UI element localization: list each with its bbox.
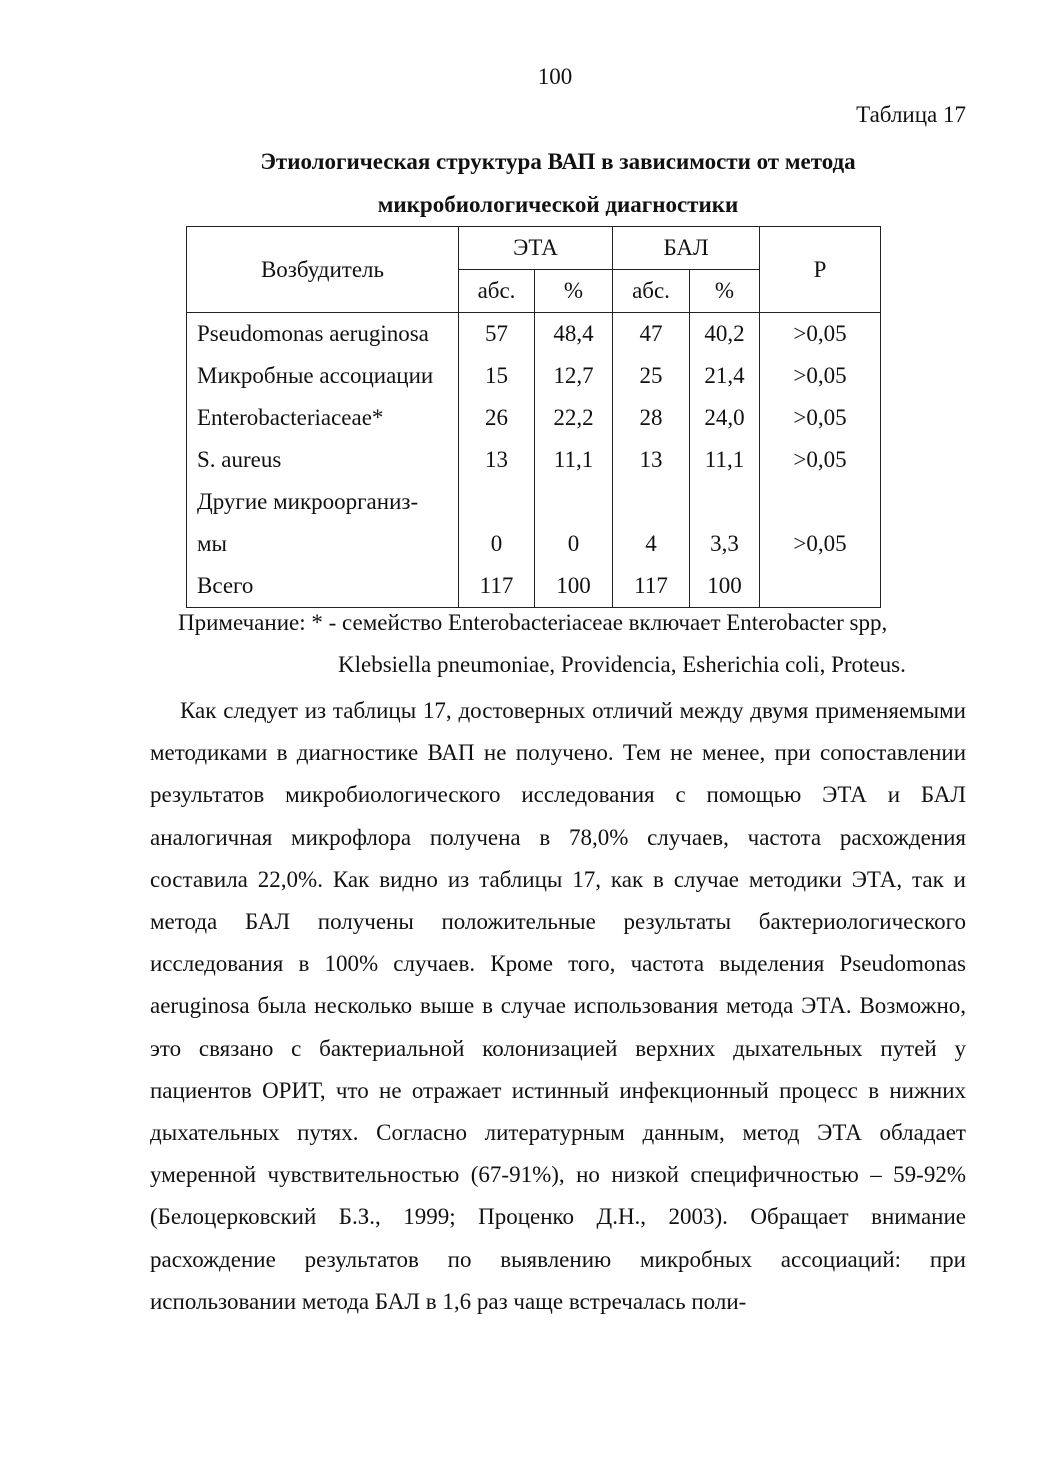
table-row [187, 481, 881, 523]
empty-cell [690, 481, 760, 523]
row-name: Микробные ассоциации [187, 355, 459, 397]
header-eta-pct: % [535, 270, 613, 313]
table-row [187, 355, 881, 397]
empty-cell [613, 481, 690, 523]
cell-bal-pct: 3,3 [690, 523, 760, 565]
table-row [187, 439, 881, 481]
cell-bal-pct: 40,2 [690, 313, 760, 356]
empty-cell [760, 481, 881, 523]
cell-bal-pct: 100 [690, 565, 760, 608]
cell-eta-abs: 0 [459, 523, 535, 565]
table-note-line2: Klebsiella pneumoniae, Providencia, Esherichia coli, Proteus. [338, 652, 906, 677]
header-bal-abs: абс. [613, 270, 690, 313]
cell-p: >0,05 [760, 439, 881, 481]
cell-bal-abs: 117 [613, 565, 690, 608]
cell-p: >0,05 [760, 397, 881, 439]
header-pathogen: Возбудитель [187, 227, 459, 313]
cell-bal-abs: 47 [613, 313, 690, 356]
row-name: Enterobacteriaceae* [187, 397, 459, 439]
table-header-row [187, 227, 881, 270]
cell-eta-pct: 48,4 [535, 313, 613, 356]
table-row [187, 397, 881, 439]
table-row [187, 313, 881, 356]
row-name-wrap-line2: мы [187, 523, 459, 565]
cell-eta-pct: 0 [535, 523, 613, 565]
cell-p: >0,05 [760, 313, 881, 356]
cell-p: >0,05 [760, 523, 881, 565]
cell-bal-abs: 4 [613, 523, 690, 565]
cell-bal-pct: 21,4 [690, 355, 760, 397]
cell-p: >0,05 [760, 355, 881, 397]
cell-eta-abs: 117 [459, 565, 535, 608]
cell-eta-pct: 100 [535, 565, 613, 608]
cell-eta-pct: 11,1 [535, 439, 613, 481]
empty-cell [459, 481, 535, 523]
table-caption: Этиологическая структура ВАП в зависимости от метода микробиологической диагностики [260, 149, 856, 217]
table-row-total [187, 565, 881, 608]
cell-bal-pct: 24,0 [690, 397, 760, 439]
empty-cell [535, 481, 613, 523]
cell-eta-abs: 15 [459, 355, 535, 397]
cell-p [760, 565, 881, 608]
table-note-line1: Примечание: * - семейство Enterobacteriaceae включает Enterobacter spp, [178, 610, 888, 635]
row-name: S. aureus [187, 439, 459, 481]
cell-eta-abs: 26 [459, 397, 535, 439]
page-number: 100 [537, 64, 573, 89]
body-paragraph: Как следует из таблицы 17, достоверных отличий между двумя применяемыми методиками в диагностике ВАП не получено. Тем не менее, при сопоставлении результатов микробиологического исследования с помощью ЭТА и БАЛ аналогичная микрофлора получена в 78,0% случаев, частота расхождения составила 22,0%. Как видно из таблицы 17, как в случае методики ЭТА, так и метода БАЛ получены положительные результаты бактериологического исследования в 100% случаев. Кроме того, частота выделения Pseudomonas aeruginosa была несколько выше в случае использования метода ЭТА. Возможно, это связано с бактериальной колонизацией верхних дыхательных путей у пациентов ОРИТ, что не отражает истинный инфекционный процесс в нижних дыхательных путях. Согласно литературным данным, метод ЭТА обладает умеренной чувствительностью (67-91%), но низкой специфичностью – 59-92% (Белоцерковский Б.З., 1999; Проценко Д.Н., 2003). Обращает внимание расхождение результатов по выявлению микробных ассоциаций: при использовании метода БАЛ в 1,6 раз чаще встречалась поли- [150, 698, 966, 1314]
cell-bal-pct: 11,1 [690, 439, 760, 481]
cell-bal-abs: 28 [613, 397, 690, 439]
row-name: Всего [187, 565, 459, 608]
header-eta-abs: абс. [459, 270, 535, 313]
header-eta: ЭТА [459, 227, 613, 270]
etiology-table [186, 226, 881, 608]
cell-eta-abs: 13 [459, 439, 535, 481]
cell-eta-abs: 57 [459, 313, 535, 356]
row-name: Pseudomonas aeruginosa [187, 313, 459, 356]
table-row [187, 523, 881, 565]
cell-bal-abs: 25 [613, 355, 690, 397]
cell-eta-pct: 12,7 [535, 355, 613, 397]
row-name-wrap-line1: Другие микроорганиз- [187, 481, 459, 523]
header-bal-pct: % [690, 270, 760, 313]
body-text [150, 690, 966, 1323]
header-bal: БАЛ [613, 227, 760, 270]
table-label: Таблица 17 [856, 102, 966, 127]
header-p: P [760, 227, 881, 313]
cell-bal-abs: 13 [613, 439, 690, 481]
cell-eta-pct: 22,2 [535, 397, 613, 439]
